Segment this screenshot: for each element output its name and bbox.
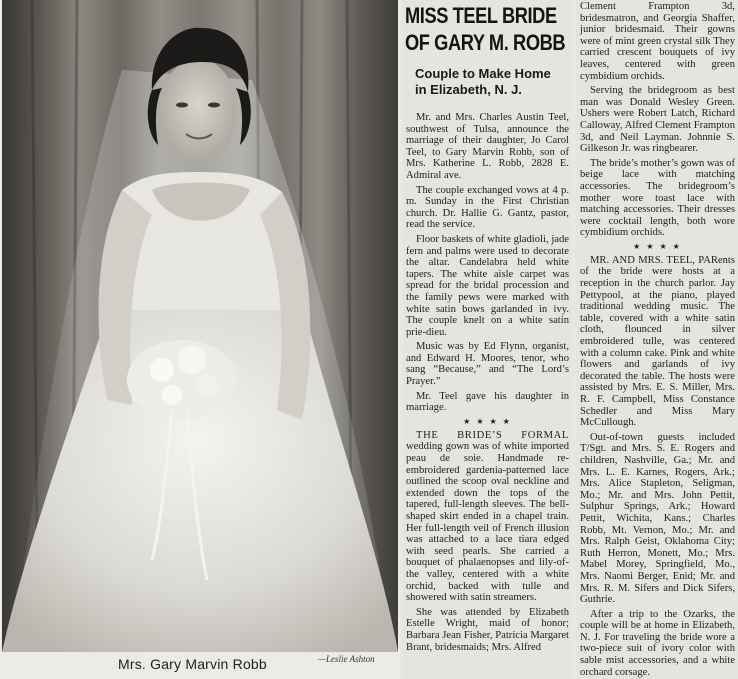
subheadline (415, 66, 571, 98)
headline-line-2: OF GARY M. ROBB (405, 30, 566, 55)
paragraph (406, 430, 569, 604)
paragraph: Out-of-town guests included T/Sgt. and Mrs. S. E. Rogers and children, Nashville, Ga.; Mr. and Mrs. L. E. Karnes, Rogers, Ark.; Mrs. Alice Stapleton, Seligman, Mo.; Mr. and Mrs. John Pettit, Sulphur Springs, Ark.; Howard Pettit, Wichita, Kans.; Charles Robb, Mt. Vernon, Mo.; Mr. and Mrs. Ralph Geist, Oklahoma City; Ruth Herron, Monett, Mo.; Mrs. Mabel Morey, Springfield, Mo., Mrs. Naomi Berger, Enid; Mr. and Mrs. R. M. Sifers and Dick Sifers, Guthrie. (580, 431, 735, 606)
photo-credit: —Leslie Ashton (318, 654, 375, 664)
paragraph-text: wedding gown was of white imported peau de soie. Handmade re-embroidered gardenia-patterned lace outlined the scoop oval neckline and extended down the tops of the tapered, full-length sleeves. The bell-shaped skirt ended in a chapel train. Her full-length veil of French illusion was attached to a lace tiara edged with seed pearls. She carried a bouquet of phalaenopses and lily-of-the valley, centered with a white orchid, backed with tulle and showered with satin streamers. (406, 441, 569, 604)
paragraph: Clement Frampton 3d, bridesmatron, and Georgia Shaffer, junior bridesmaid. Their gowns were of mint green crystal silk They carried crescent bouquets of ivy leaves, centered with green cymbidium orchids. (580, 1, 735, 82)
paragraph: Floor baskets of white gladioli, jade fern and palms were used to decorate the altar. Candelabra held white tapers. The white aisle carpet was spread for the bridal procession and the family pews were marked with white satin bows garlanded in ivy. The couple knelt on a white satin prie-dieu. (406, 233, 569, 338)
paragraph: After a trip to the Ozarks, the couple will be at home in Elizabeth, N. J. For traveling the bride wore a two-piece suit of ivory color with sable mist accessories, and a white orchard corsage. (580, 608, 735, 678)
subheadline-line-1: Couple to Make Home (415, 66, 551, 81)
headline (405, 2, 571, 56)
section-divider-stars: ★ ★ ★ ★ (463, 416, 512, 426)
lead-in-caps: THE BRIDE’S FORMAL (416, 429, 569, 441)
paragraph: The bride’s mother’s gown was of beige lace with matching accessories. The bridegroom’s mother wore toast lace with matching accessories. Their dresses were cocktail length, both wore cymbidium orchids. (580, 157, 735, 239)
paragraph: Mr. Teel gave his daughter in marriage. (406, 390, 569, 414)
paragraph: MR. AND MRS. TEEL, PARents of the bride were hosts at a reception in the church parlor. Jay Pettypool, at the piano, played traditional wedding music. The table, covered with a white satin cloth, flounced in silver embroidered tulle, was centered with a column cake. Pink and white flowers and garlands of ivy decorated the table. The hosts were assisted by Mrs. E. S. Miller, Mrs. R. F. Campbell, Miss Constance Schedler and Miss Mary McCullough. (580, 254, 735, 429)
headline-line-1: MISS TEEL BRIDE (405, 3, 557, 28)
section-divider-stars: ★ ★ ★ ★ (633, 241, 682, 251)
photo-caption: Mrs. Gary Marvin Robb (118, 656, 267, 672)
bride-photo (2, 0, 398, 652)
paragraph: Music was by Ed Flynn, organist, and Edward H. Moores, tenor, who sang “Because,” and “The Lord’s Prayer.” (406, 341, 569, 388)
bride-portrait-illustration (2, 0, 398, 652)
paragraph: The couple exchanged vows at 4 p. m. Sunday in the First Christian church. Dr. Hallie G. Gantz, pastor, read the service. (406, 184, 569, 231)
paragraph: Serving the bridegroom as best man was Donald Wesley Green. Ushers were Robert Latch, Richard Calloway, Alfred Clement Frampton 3d, and Neil Layman. Johnnie S. Gilkeson Jr. was ringbearer. (580, 85, 735, 155)
subheadline-line-2: in Elizabeth, N. J. (415, 82, 522, 97)
paragraph: She was attended by Elizabeth Estelle Wright, maid of honor; Barbara Jean Fisher, Patricia Margaret Brant, bridesmaids; Mrs. Alfred (406, 606, 569, 653)
article-column-2 (576, 0, 738, 679)
article-column-1 (403, 0, 571, 679)
paragraph: Mr. and Mrs. Charles Austin Teel, southwest of Tulsa, announce the marriage of their daughter, Jo Carol Teel, to Gary Marvin Robb, son of Mrs. Katherine L. Robb, 2828 E. Admiral ave. (406, 112, 569, 181)
